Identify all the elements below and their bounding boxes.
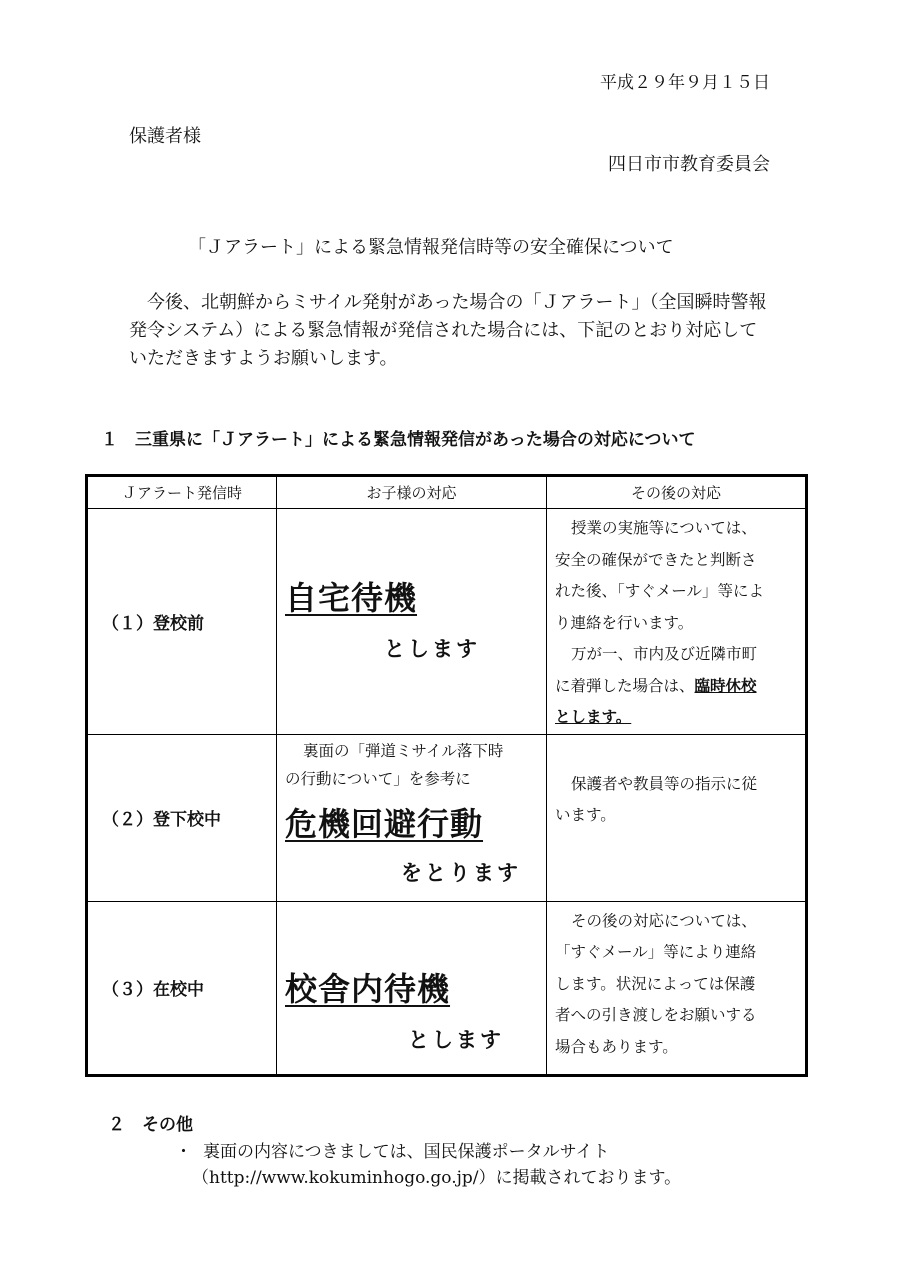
bullet-marker: ・ [175,1142,192,1162]
table-header-row [87,476,807,509]
follow-up-line: います。 [555,806,616,824]
intro-line-3: いただきますようお願いします。 [129,348,398,369]
child-action-cell [277,509,547,735]
follow-up-cell [547,509,807,735]
portal-note-line-2: （http://www.kokuminhogo.go.jp/）に掲載されております。 [192,1168,682,1188]
emphasis-closure-end: とします。 [555,708,632,726]
follow-up-line: 保護者や教員等の指示に従 [571,774,758,793]
addressee: 保護者様 [129,126,201,147]
sender-organization: 四日市市教育委員会 [608,154,770,175]
child-action-cell [277,734,547,901]
stage-label: （１）登校前 [87,509,277,735]
follow-up-line: 万が一、市内及び近隣市町 [571,645,758,663]
section-2-heading: ２ その他 [108,1115,193,1135]
follow-up-line [555,702,801,734]
follow-up-line: り連絡を行います。 [555,613,694,632]
follow-up-line: 場合もあります。 [555,1037,678,1056]
child-action-cell [277,901,547,1075]
intro-line-2: 発令システム）による緊急情報が発信された場合には、下記のとおり対応して [129,320,758,341]
action-suffix: をとります [401,860,521,885]
action-main: 校舎内待機 [285,969,451,1008]
stage-label: （２）登下校中 [87,734,277,901]
table-row [87,734,807,901]
follow-up-line: 者への引き渡しをお願いする [555,1006,757,1024]
follow-up-line: 安全の確保ができたと判断さ [555,550,757,569]
follow-up-line: 授業の実施等については、 [571,519,757,537]
header-follow-up: その後の対応 [547,476,807,509]
action-main: 危機回避行動 [285,804,484,843]
document-title: 「Ｊアラート」による緊急情報発信時等の安全確保について [188,237,674,258]
action-suffix: とします [408,1027,504,1052]
intro-line-1: 今後、北朝鮮からミサイル発射があった場合の「Ｊアラート」（全国瞬時警報 [147,292,767,313]
portal-note-line-1: 裏面の内容につきましては、国民保護ポータルサイト [203,1142,610,1162]
follow-up-line: その後の対応については、 [571,911,757,930]
follow-up-line: します。状況によっては保護 [555,974,756,993]
response-table [85,474,808,1077]
header-child-action: お子様の対応 [277,476,547,509]
follow-up-cell [547,901,807,1075]
action-note-line: 裏面の「弾道ミサイル落下時 [303,741,504,760]
follow-up-line: れた後、「すぐメール」等によ [555,582,764,600]
document-date: 平成２９年９月１５日 [600,73,770,93]
follow-up-text: に着弾した場合は、 [555,676,695,695]
header-alert-time: Ｊアラート発信時 [87,476,277,509]
table-row [87,901,807,1075]
follow-up-cell [547,734,807,901]
emphasis-closure: 臨時休校 [694,676,757,695]
table-row [87,509,807,735]
action-suffix: とします [384,637,480,661]
stage-label: （３）在校中 [87,901,277,1075]
follow-up-line [555,671,801,703]
follow-up-line: 「すぐメール」等により連絡 [555,943,757,961]
action-main: 自宅待機 [285,579,418,617]
action-note-line: の行動について」を参考に [285,769,471,788]
section-1-heading: １ 三重県に「Ｊアラート」による緊急情報発信があった場合の対応について [101,430,696,450]
